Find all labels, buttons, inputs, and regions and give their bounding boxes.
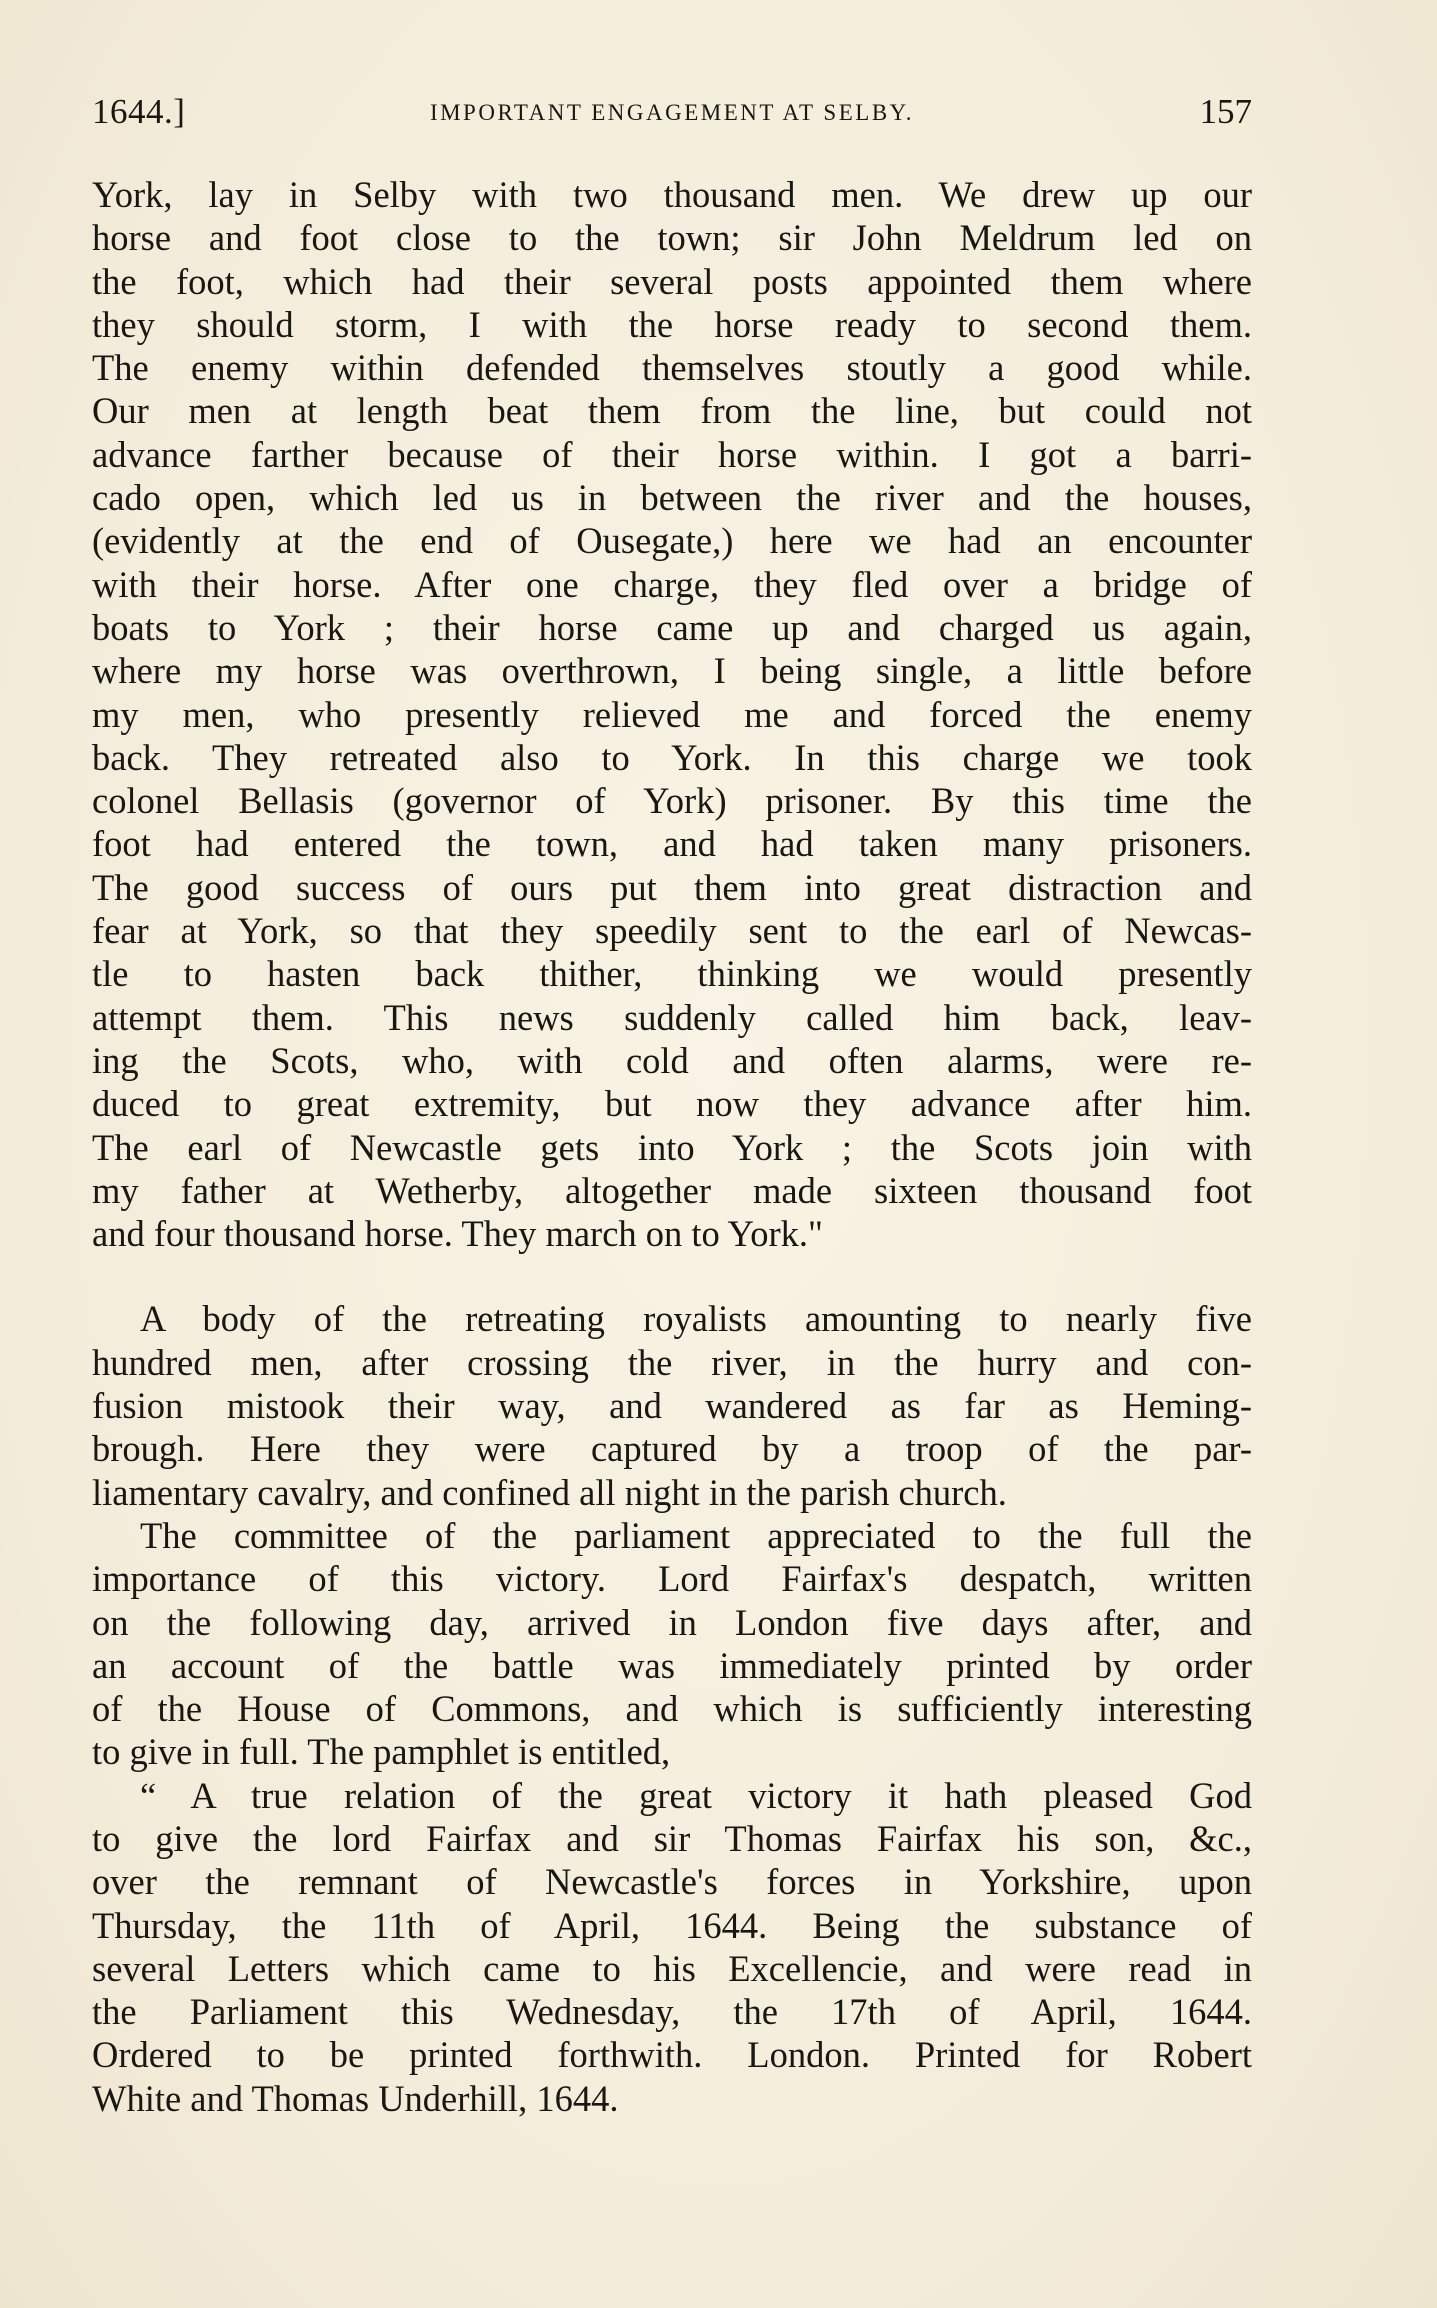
text-line: over the remnant of Newcastle's forces in Yorkshire, upon <box>92 1861 1252 1903</box>
paragraph-gap <box>92 1255 1252 1297</box>
text-line: they should storm, I with the horse ready to second them. <box>92 303 1252 345</box>
text-line: back. They retreated also to York. In this charge we took <box>92 736 1252 778</box>
text-line: cado open, which led us in between the river and the houses, <box>92 477 1252 519</box>
text-line: horse and foot close to the town; sir John Meldrum led on <box>92 217 1252 259</box>
text-line: (evidently at the end of Ousegate,) here we had an encounter <box>92 520 1252 562</box>
text-line: an account of the battle was immediately printed by order <box>92 1644 1252 1686</box>
text-line: advance farther because of their horse within. I got a barri- <box>92 433 1252 475</box>
body-text <box>92 173 1252 2120</box>
text-line: the foot, which had their several posts appointed them where <box>92 260 1252 302</box>
text-line: of the House of Commons, and which is sufficiently interesting <box>92 1688 1252 1730</box>
text-line: liamentary cavalry, and confined all night in the parish church. <box>92 1471 1007 1513</box>
text-line: ing the Scots, who, with cold and often alarms, were re- <box>92 1039 1252 1081</box>
text-line: the Parliament this Wednesday, the 17th of April, 1644. <box>92 1991 1252 2033</box>
text-line: Ordered to be printed forthwith. London. Printed for Robert <box>92 2034 1252 2076</box>
paragraph-quoted-letter <box>92 173 1252 1255</box>
paragraph-pamphlet-title <box>92 1774 1252 2120</box>
text-line: colonel Bellasis (governor of York) prisoner. By this time the <box>92 780 1252 822</box>
text-line: The earl of Newcastle gets into York ; the Scots join with <box>92 1126 1252 1168</box>
text-line: Thursday, the 11th of April, 1644. Being the substance of <box>92 1904 1252 1946</box>
text-line: tle to hasten back thither, thinking we would presently <box>92 953 1252 995</box>
running-head-title: IMPORTANT ENGAGEMENT AT SELBY. <box>429 100 915 125</box>
text-line: The committee of the parliament appreciated to the full the <box>140 1514 1252 1556</box>
text-line: fear at York, so that they speedily sent to the earl of Newcas- <box>92 910 1252 952</box>
text-line: Our men at length beat them from the line, but could not <box>92 390 1252 432</box>
text-line: importance of this victory. Lord Fairfax's despatch, written <box>92 1558 1252 1600</box>
text-line: my father at Wetherby, altogether made sixteen thousand foot <box>92 1169 1252 1211</box>
text-line: A body of the retreating royalists amounting to nearly five <box>140 1298 1252 1340</box>
paragraph-committee <box>92 1514 1252 1774</box>
text-line: several Letters which came to his Excellencie, and were read in <box>92 1947 1252 1989</box>
running-head <box>92 92 1252 132</box>
text-line: fusion mistook their way, and wandered as far as Heming- <box>92 1385 1252 1427</box>
paragraph-retreating-royalists <box>92 1297 1252 1513</box>
text-line: to give the lord Fairfax and sir Thomas Fairfax his son, &c., <box>92 1817 1252 1859</box>
text-line: my men, who presently relieved me and forced the enemy <box>92 693 1252 735</box>
text-line: The good success of ours put them into great distraction and <box>92 866 1252 908</box>
running-head-year: 1644.] <box>92 92 186 131</box>
text-line: “ A true relation of the great victory it hath pleased God <box>140 1774 1252 1816</box>
text-line: The enemy within defended themselves stoutly a good while. <box>92 347 1252 389</box>
text-line: where my horse was overthrown, I being single, a little before <box>92 650 1252 692</box>
text-line: hundred men, after crossing the river, in the hurry and con- <box>92 1341 1252 1383</box>
text-line: and four thousand horse. They march on to York." <box>92 1213 823 1255</box>
page-number: 157 <box>1199 92 1252 131</box>
text-line: brough. Here they were captured by a troop of the par- <box>92 1428 1252 1470</box>
text-line: foot had entered the town, and had taken many prisoners. <box>92 823 1252 865</box>
text-line: duced to great extremity, but now they advance after him. <box>92 1083 1252 1125</box>
text-line: White and Thomas Underhill, 1644. <box>92 2077 619 2119</box>
text-line: with their horse. After one charge, they fled over a bridge of <box>92 563 1252 605</box>
text-line: attempt them. This news suddenly called him back, leav- <box>92 996 1252 1038</box>
text-line: on the following day, arrived in London five days after, and <box>92 1601 1252 1643</box>
text-line: to give in full. The pamphlet is entitled, <box>92 1731 671 1773</box>
text-line: boats to York ; their horse came up and charged us again, <box>92 606 1252 648</box>
text-line: York, lay in Selby with two thousand men. We drew up our <box>92 174 1252 215</box>
